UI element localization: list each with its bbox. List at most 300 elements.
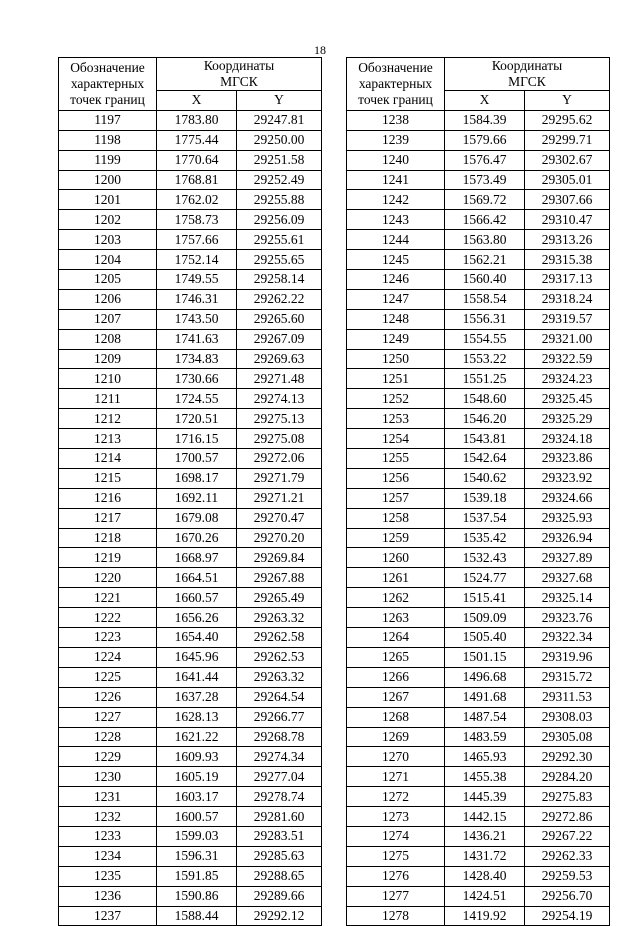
point-id-cell: 1263 (347, 608, 445, 628)
table-row (347, 568, 610, 588)
y-coordinate-cell: 29250.00 (237, 130, 322, 150)
y-coordinate-cell: 29267.88 (237, 568, 322, 588)
point-id-cell: 1250 (347, 349, 445, 369)
y-coordinate-cell: 29310.47 (525, 210, 610, 230)
y-coordinate-cell: 29319.57 (525, 309, 610, 329)
y-coordinate-cell: 29324.23 (525, 369, 610, 389)
table-row (59, 210, 322, 230)
point-id-cell: 1212 (59, 409, 157, 429)
coordinates-system-header: Координаты МГСК (157, 58, 322, 91)
point-id-cell: 1256 (347, 468, 445, 488)
y-coordinate-cell: 29275.83 (525, 787, 610, 807)
table-row (59, 289, 322, 309)
y-coordinate-cell: 29269.84 (237, 548, 322, 568)
point-id-cell: 1220 (59, 568, 157, 588)
x-coordinate-cell: 1741.63 (157, 329, 237, 349)
point-id-cell: 1210 (59, 369, 157, 389)
x-coordinate-cell: 1562.21 (445, 250, 525, 270)
table-row (59, 468, 322, 488)
x-coordinate-cell: 1700.57 (157, 449, 237, 469)
point-id-cell: 1232 (59, 807, 157, 827)
point-id-cell: 1236 (59, 886, 157, 906)
table-row (347, 747, 610, 767)
y-coordinate-cell: 29269.63 (237, 349, 322, 369)
point-id-cell: 1227 (59, 707, 157, 727)
point-id-cell: 1270 (347, 747, 445, 767)
x-coordinate-cell: 1775.44 (157, 130, 237, 150)
point-id-cell: 1223 (59, 628, 157, 648)
point-id-cell: 1228 (59, 727, 157, 747)
point-id-cell: 1222 (59, 608, 157, 628)
y-coordinate-cell: 29256.09 (237, 210, 322, 230)
y-coordinate-cell: 29299.71 (525, 130, 610, 150)
table-row (347, 846, 610, 866)
table-row (347, 548, 610, 568)
y-coordinate-cell: 29272.06 (237, 449, 322, 469)
point-id-cell: 1261 (347, 568, 445, 588)
y-coordinate-cell: 29271.79 (237, 468, 322, 488)
x-coordinate-cell: 1509.09 (445, 608, 525, 628)
point-id-cell: 1235 (59, 866, 157, 886)
point-id-cell: 1264 (347, 628, 445, 648)
x-coordinate-cell: 1515.41 (445, 588, 525, 608)
x-coordinate-cell: 1540.62 (445, 468, 525, 488)
y-coordinate-cell: 29295.62 (525, 110, 610, 130)
x-coordinate-cell: 1551.25 (445, 369, 525, 389)
x-coordinate-cell: 1783.80 (157, 110, 237, 130)
y-coordinate-cell: 29262.22 (237, 289, 322, 309)
y-coordinate-cell: 29292.30 (525, 747, 610, 767)
table-row (59, 329, 322, 349)
point-id-cell: 1215 (59, 468, 157, 488)
x-coordinate-cell: 1670.26 (157, 528, 237, 548)
table-row (59, 687, 322, 707)
table-row (347, 170, 610, 190)
y-coordinate-cell: 29308.03 (525, 707, 610, 727)
table-row (347, 906, 610, 926)
y-coordinate-cell: 29258.14 (237, 270, 322, 290)
point-id-cell: 1200 (59, 170, 157, 190)
point-id-cell: 1205 (59, 270, 157, 290)
table-row (59, 647, 322, 667)
x-coordinate-cell: 1730.66 (157, 369, 237, 389)
table-row (59, 707, 322, 727)
x-coordinate-cell: 1584.39 (445, 110, 525, 130)
y-coordinate-cell: 29323.86 (525, 449, 610, 469)
table-row (347, 190, 610, 210)
x-coordinate-cell: 1716.15 (157, 429, 237, 449)
point-id-cell: 1208 (59, 329, 157, 349)
y-column-header: Y (525, 91, 610, 111)
x-coordinate-cell: 1543.81 (445, 429, 525, 449)
table-row (347, 110, 610, 130)
point-id-cell: 1248 (347, 309, 445, 329)
x-coordinate-cell: 1621.22 (157, 727, 237, 747)
y-coordinate-cell: 29323.92 (525, 468, 610, 488)
point-id-cell: 1249 (347, 329, 445, 349)
point-id-cell: 1219 (59, 548, 157, 568)
point-id-cell: 1197 (59, 110, 157, 130)
point-id-cell: 1211 (59, 389, 157, 409)
y-coordinate-cell: 29281.60 (237, 807, 322, 827)
x-coordinate-cell: 1563.80 (445, 230, 525, 250)
table-row (347, 528, 610, 548)
point-id-cell: 1252 (347, 389, 445, 409)
y-coordinate-cell: 29267.22 (525, 826, 610, 846)
table-row (347, 807, 610, 827)
point-id-cell: 1231 (59, 787, 157, 807)
y-coordinate-cell: 29324.18 (525, 429, 610, 449)
table-row (347, 150, 610, 170)
table-row (59, 110, 322, 130)
y-coordinate-cell: 29266.77 (237, 707, 322, 727)
table-row (59, 170, 322, 190)
y-coordinate-cell: 29292.12 (237, 906, 322, 926)
x-coordinate-cell: 1692.11 (157, 488, 237, 508)
table-row (347, 886, 610, 906)
table-row (59, 787, 322, 807)
y-coordinate-cell: 29325.45 (525, 389, 610, 409)
point-id-cell: 1269 (347, 727, 445, 747)
y-coordinate-cell: 29285.63 (237, 846, 322, 866)
point-id-cell: 1275 (347, 846, 445, 866)
table-row (347, 250, 610, 270)
x-column-header: X (445, 91, 525, 111)
x-coordinate-cell: 1465.93 (445, 747, 525, 767)
x-coordinate-cell: 1752.14 (157, 250, 237, 270)
x-coordinate-cell: 1560.40 (445, 270, 525, 290)
x-coordinate-cell: 1605.19 (157, 767, 237, 787)
table-row (347, 727, 610, 747)
y-coordinate-cell: 29247.81 (237, 110, 322, 130)
table-row (59, 667, 322, 687)
y-coordinate-cell: 29252.49 (237, 170, 322, 190)
table-row (59, 767, 322, 787)
table-row (59, 886, 322, 906)
point-id-cell: 1278 (347, 906, 445, 926)
point-id-cell: 1253 (347, 409, 445, 429)
point-id-cell: 1234 (59, 846, 157, 866)
point-id-cell: 1260 (347, 548, 445, 568)
x-coordinate-cell: 1720.51 (157, 409, 237, 429)
y-coordinate-cell: 29319.96 (525, 647, 610, 667)
x-coordinate-cell: 1431.72 (445, 846, 525, 866)
point-id-cell: 1207 (59, 309, 157, 329)
point-id-cell: 1230 (59, 767, 157, 787)
y-coordinate-cell: 29274.13 (237, 389, 322, 409)
point-id-cell: 1237 (59, 906, 157, 926)
x-coordinate-cell: 1566.42 (445, 210, 525, 230)
point-designation-header: Обозначение характерных точек границ (347, 58, 445, 111)
table-row (59, 429, 322, 449)
point-id-cell: 1277 (347, 886, 445, 906)
point-id-cell: 1221 (59, 588, 157, 608)
x-coordinate-cell: 1609.93 (157, 747, 237, 767)
table-row (59, 488, 322, 508)
x-coordinate-cell: 1724.55 (157, 389, 237, 409)
point-id-cell: 1266 (347, 667, 445, 687)
x-coordinate-cell: 1762.02 (157, 190, 237, 210)
table-row (59, 628, 322, 648)
y-coordinate-cell: 29272.86 (525, 807, 610, 827)
y-coordinate-cell: 29271.48 (237, 369, 322, 389)
y-coordinate-cell: 29255.61 (237, 230, 322, 250)
x-coordinate-cell: 1749.55 (157, 270, 237, 290)
y-coordinate-cell: 29270.47 (237, 508, 322, 528)
table-row (347, 329, 610, 349)
y-coordinate-cell: 29274.34 (237, 747, 322, 767)
table-row (347, 349, 610, 369)
y-coordinate-cell: 29262.58 (237, 628, 322, 648)
x-coordinate-cell: 1496.68 (445, 667, 525, 687)
table-row (347, 449, 610, 469)
table-row (59, 608, 322, 628)
x-coordinate-cell: 1588.44 (157, 906, 237, 926)
table-row (347, 707, 610, 727)
table-row (347, 787, 610, 807)
table-row (59, 130, 322, 150)
table-row (59, 190, 322, 210)
coordinates-table-right (346, 57, 610, 926)
table-row (347, 230, 610, 250)
x-coordinate-cell: 1501.15 (445, 647, 525, 667)
point-id-cell: 1245 (347, 250, 445, 270)
table-row (59, 866, 322, 886)
y-coordinate-cell: 29325.29 (525, 409, 610, 429)
table-row (347, 628, 610, 648)
table-row (59, 588, 322, 608)
point-id-cell: 1241 (347, 170, 445, 190)
point-id-cell: 1243 (347, 210, 445, 230)
table-row (59, 548, 322, 568)
y-coordinate-cell: 29325.93 (525, 508, 610, 528)
table-row (347, 767, 610, 787)
y-coordinate-cell: 29307.66 (525, 190, 610, 210)
point-id-cell: 1267 (347, 687, 445, 707)
y-coordinate-cell: 29321.00 (525, 329, 610, 349)
y-coordinate-cell: 29324.66 (525, 488, 610, 508)
x-coordinate-cell: 1505.40 (445, 628, 525, 648)
x-coordinate-cell: 1596.31 (157, 846, 237, 866)
x-coordinate-cell: 1654.40 (157, 628, 237, 648)
table-row (59, 826, 322, 846)
x-coordinate-cell: 1590.86 (157, 886, 237, 906)
x-coordinate-cell: 1668.97 (157, 548, 237, 568)
point-id-cell: 1238 (347, 110, 445, 130)
y-coordinate-cell: 29317.13 (525, 270, 610, 290)
y-coordinate-cell: 29313.26 (525, 230, 610, 250)
point-id-cell: 1225 (59, 667, 157, 687)
point-id-cell: 1254 (347, 429, 445, 449)
coordinates-table-left (58, 57, 322, 926)
x-column-header: X (157, 91, 237, 111)
table-row (59, 528, 322, 548)
x-coordinate-cell: 1524.77 (445, 568, 525, 588)
point-id-cell: 1203 (59, 230, 157, 250)
y-coordinate-cell: 29305.01 (525, 170, 610, 190)
x-coordinate-cell: 1554.55 (445, 329, 525, 349)
y-coordinate-cell: 29283.51 (237, 826, 322, 846)
table-row (347, 588, 610, 608)
table-row (347, 389, 610, 409)
point-id-cell: 1240 (347, 150, 445, 170)
point-id-cell: 1265 (347, 647, 445, 667)
x-coordinate-cell: 1442.15 (445, 807, 525, 827)
point-id-cell: 1239 (347, 130, 445, 150)
x-coordinate-cell: 1542.64 (445, 449, 525, 469)
x-coordinate-cell: 1603.17 (157, 787, 237, 807)
table-row (59, 389, 322, 409)
table-row (347, 210, 610, 230)
x-coordinate-cell: 1768.81 (157, 170, 237, 190)
y-coordinate-cell: 29259.53 (525, 866, 610, 886)
point-designation-header: Обозначение характерных точек границ (59, 58, 157, 111)
point-id-cell: 1251 (347, 369, 445, 389)
point-id-cell: 1276 (347, 866, 445, 886)
page-number: 18 (314, 43, 326, 57)
point-id-cell: 1218 (59, 528, 157, 548)
table-row (59, 508, 322, 528)
y-coordinate-cell: 29264.54 (237, 687, 322, 707)
point-id-cell: 1268 (347, 707, 445, 727)
table-row (59, 807, 322, 827)
table-row (59, 250, 322, 270)
x-coordinate-cell: 1645.96 (157, 647, 237, 667)
y-coordinate-cell: 29322.34 (525, 628, 610, 648)
y-coordinate-cell: 29251.58 (237, 150, 322, 170)
y-coordinate-cell: 29302.67 (525, 150, 610, 170)
point-id-cell: 1233 (59, 826, 157, 846)
y-coordinate-cell: 29323.76 (525, 608, 610, 628)
x-coordinate-cell: 1428.40 (445, 866, 525, 886)
point-id-cell: 1272 (347, 787, 445, 807)
point-id-cell: 1216 (59, 488, 157, 508)
point-id-cell: 1206 (59, 289, 157, 309)
table-row (347, 508, 610, 528)
x-coordinate-cell: 1537.54 (445, 508, 525, 528)
x-coordinate-cell: 1758.73 (157, 210, 237, 230)
y-coordinate-cell: 29277.04 (237, 767, 322, 787)
x-coordinate-cell: 1628.13 (157, 707, 237, 727)
y-coordinate-cell: 29265.60 (237, 309, 322, 329)
x-coordinate-cell: 1546.20 (445, 409, 525, 429)
point-id-cell: 1273 (347, 807, 445, 827)
table-row (347, 369, 610, 389)
table-row (347, 289, 610, 309)
point-id-cell: 1214 (59, 449, 157, 469)
y-coordinate-cell: 29254.19 (525, 906, 610, 926)
x-coordinate-cell: 1698.17 (157, 468, 237, 488)
x-coordinate-cell: 1487.54 (445, 707, 525, 727)
point-id-cell: 1242 (347, 190, 445, 210)
point-id-cell: 1255 (347, 449, 445, 469)
x-coordinate-cell: 1599.03 (157, 826, 237, 846)
point-id-cell: 1271 (347, 767, 445, 787)
table-row (347, 826, 610, 846)
table-row (347, 608, 610, 628)
y-coordinate-cell: 29267.09 (237, 329, 322, 349)
point-id-cell: 1246 (347, 270, 445, 290)
table-row (59, 309, 322, 329)
x-coordinate-cell: 1569.72 (445, 190, 525, 210)
table-row (59, 846, 322, 866)
table-row (347, 429, 610, 449)
point-id-cell: 1257 (347, 488, 445, 508)
table-row (347, 866, 610, 886)
table-row (59, 270, 322, 290)
table-row (347, 309, 610, 329)
x-coordinate-cell: 1424.51 (445, 886, 525, 906)
x-coordinate-cell: 1641.44 (157, 667, 237, 687)
y-coordinate-cell: 29270.20 (237, 528, 322, 548)
table-row (59, 230, 322, 250)
table-row (347, 409, 610, 429)
y-coordinate-cell: 29271.21 (237, 488, 322, 508)
x-coordinate-cell: 1591.85 (157, 866, 237, 886)
y-coordinate-cell: 29275.08 (237, 429, 322, 449)
y-coordinate-cell: 29263.32 (237, 608, 322, 628)
y-coordinate-cell: 29288.65 (237, 866, 322, 886)
y-coordinate-cell: 29289.66 (237, 886, 322, 906)
table-row (347, 667, 610, 687)
y-coordinate-cell: 29327.89 (525, 548, 610, 568)
point-id-cell: 1224 (59, 647, 157, 667)
x-coordinate-cell: 1656.26 (157, 608, 237, 628)
table-row (59, 906, 322, 926)
y-coordinate-cell: 29315.72 (525, 667, 610, 687)
x-coordinate-cell: 1746.31 (157, 289, 237, 309)
x-coordinate-cell: 1664.51 (157, 568, 237, 588)
y-coordinate-cell: 29315.38 (525, 250, 610, 270)
y-coordinate-cell: 29255.65 (237, 250, 322, 270)
x-coordinate-cell: 1455.38 (445, 767, 525, 787)
table-row (347, 130, 610, 150)
point-id-cell: 1247 (347, 289, 445, 309)
point-id-cell: 1274 (347, 826, 445, 846)
table-row (347, 687, 610, 707)
table-row (59, 150, 322, 170)
table-row (59, 409, 322, 429)
x-coordinate-cell: 1535.42 (445, 528, 525, 548)
point-id-cell: 1262 (347, 588, 445, 608)
y-coordinate-cell: 29326.94 (525, 528, 610, 548)
point-id-cell: 1201 (59, 190, 157, 210)
table-row (59, 449, 322, 469)
y-coordinate-cell: 29268.78 (237, 727, 322, 747)
point-id-cell: 1198 (59, 130, 157, 150)
x-coordinate-cell: 1419.92 (445, 906, 525, 926)
table-row (347, 270, 610, 290)
y-coordinate-cell: 29256.70 (525, 886, 610, 906)
point-id-cell: 1217 (59, 508, 157, 528)
y-column-header: Y (237, 91, 322, 111)
x-coordinate-cell: 1757.66 (157, 230, 237, 250)
point-id-cell: 1259 (347, 528, 445, 548)
point-id-cell: 1199 (59, 150, 157, 170)
x-coordinate-cell: 1573.49 (445, 170, 525, 190)
x-coordinate-cell: 1679.08 (157, 508, 237, 528)
y-coordinate-cell: 29278.74 (237, 787, 322, 807)
point-id-cell: 1209 (59, 349, 157, 369)
x-coordinate-cell: 1637.28 (157, 687, 237, 707)
point-id-cell: 1226 (59, 687, 157, 707)
x-coordinate-cell: 1491.68 (445, 687, 525, 707)
x-coordinate-cell: 1770.64 (157, 150, 237, 170)
table-row (347, 647, 610, 667)
x-coordinate-cell: 1483.59 (445, 727, 525, 747)
y-coordinate-cell: 29255.88 (237, 190, 322, 210)
point-id-cell: 1202 (59, 210, 157, 230)
